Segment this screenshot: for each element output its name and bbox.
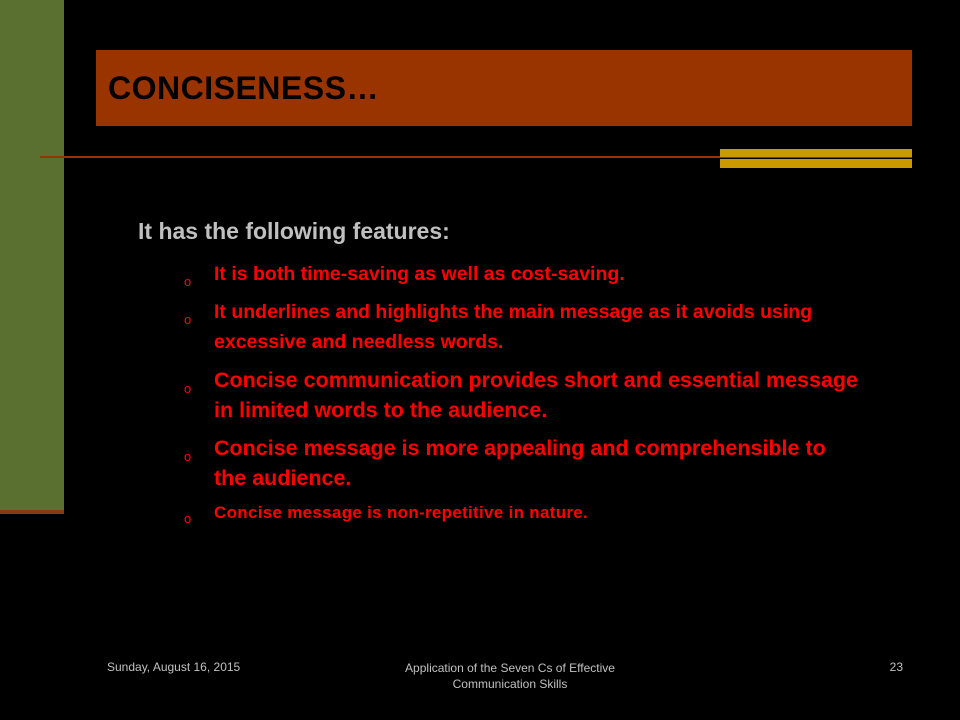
title-bar [96,50,912,126]
slide-title: CONCISENESS… [108,69,379,106]
left-accent-bar [0,0,64,512]
circle-bullet-icon: o [184,274,192,289]
footer-date: Sunday, August 16, 2015 [107,660,241,674]
footer-title: Application of the Seven Cs of Effective Communication Skills [405,661,615,691]
slide-body [138,218,858,533]
list-item-text: It is both time-saving as well as cost-saving. [214,263,625,285]
list-item-text: Concise communication provides short and essential message in limited words to the audience. [214,368,859,422]
circle-bullet-icon: o [184,381,192,396]
list-item [136,433,858,493]
left-accent-bar-edge [0,510,64,514]
feature-list [138,259,858,525]
list-item [136,365,858,425]
circle-bullet-icon: o [184,511,192,526]
page-number: 23 [889,660,903,674]
list-item [136,297,858,357]
list-item-text: Concise message is non-repetitive in nature. [214,503,589,522]
gold-accent-bar-bottom [720,159,912,168]
list-item [136,259,858,289]
gold-accent-bar-top [720,149,912,157]
circle-bullet-icon: o [184,449,192,464]
circle-bullet-icon: o [184,312,192,327]
list-item [136,501,858,525]
list-item-text: Concise message is more appealing and comprehensible to the audience. [214,436,826,490]
list-item-text: It underlines and highlights the main message as it avoids using excessive and needless words. [214,301,813,353]
intro-text: It has the following features: [138,218,450,244]
